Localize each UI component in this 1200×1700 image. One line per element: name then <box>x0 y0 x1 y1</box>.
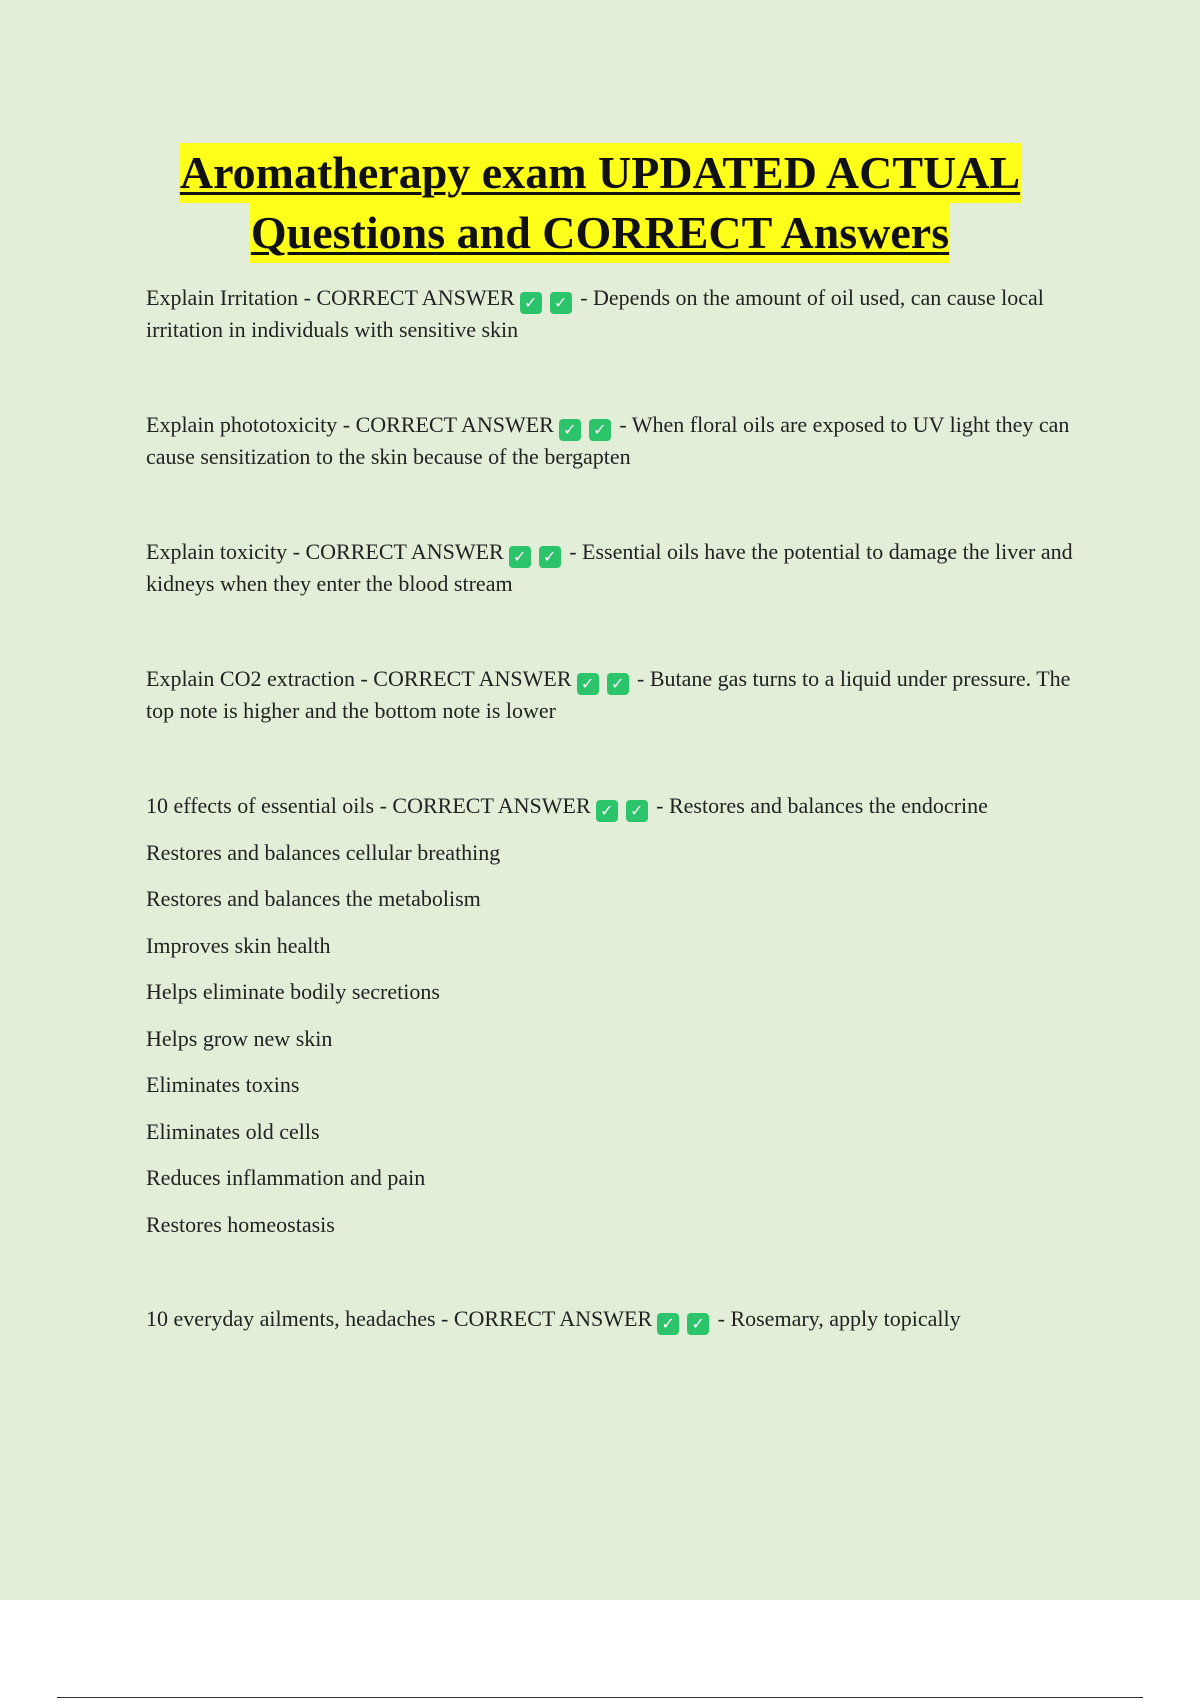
white-check-mark-icon: ✓ <box>509 546 531 568</box>
white-check-mark-icon: ✓ <box>607 673 629 695</box>
white-check-mark-icon: ✓ <box>596 800 618 822</box>
effect-item: Restores and balances cellular breathing <box>146 839 501 865</box>
white-check-mark-icon: ✓ <box>626 800 648 822</box>
answer-text: - Rosemary, apply topically <box>712 1305 961 1331</box>
question-text: Explain toxicity - <box>146 539 306 564</box>
title-line-1: Aromatherapy exam UPDATED ACTUAL <box>179 143 1021 203</box>
white-check-mark-icon: ✓ <box>559 419 581 441</box>
question-text: 10 everyday ailments, headaches - <box>146 1305 454 1331</box>
white-check-mark-icon: ✓ <box>657 1313 679 1335</box>
qa-item-irritation <box>146 282 1076 346</box>
correct-answer-label: CORRECT ANSWER <box>355 412 554 437</box>
effect-item: Restores homeostasis <box>146 1211 335 1237</box>
qa-item-phototoxicity <box>146 409 1076 473</box>
correct-answer-label: CORRECT ANSWER <box>453 1305 653 1331</box>
effect-item: Reduces inflammation and pain <box>146 1165 426 1190</box>
effects-list <box>146 837 1076 1241</box>
qa-item-co2-extraction <box>146 663 1076 727</box>
correct-answer-label: CORRECT ANSWER <box>316 285 515 310</box>
effect-item: Improves skin health <box>146 932 331 958</box>
question-text: Explain CO2 extraction - <box>146 666 374 691</box>
correct-answer-label: CORRECT ANSWER <box>392 793 591 818</box>
effect-item: Helps grow new skin <box>146 1025 333 1051</box>
qa-item-effects <box>146 790 1076 1241</box>
question-text: 10 effects of essential oils - <box>146 793 393 818</box>
white-check-mark-icon: ✓ <box>589 419 611 441</box>
white-check-mark-icon: ✓ <box>539 546 561 568</box>
question-text: Explain Irritation - <box>146 285 317 310</box>
effect-item: Helps eliminate bodily secretions <box>146 979 440 1004</box>
effect-item: Eliminates old cells <box>146 1118 320 1144</box>
white-check-mark-icon: ✓ <box>577 673 599 695</box>
answer-text: - When floral oils are exposed to UV light they can cause sensitization to the skin because of the bergapten <box>146 412 1070 469</box>
white-check-mark-icon: ✓ <box>687 1313 709 1335</box>
qa-item-toxicity <box>146 536 1076 600</box>
qa-content <box>146 282 1076 1398</box>
effect-item: Restores and balances the metabolism <box>146 886 481 911</box>
answer-text: - Butane gas turns to a liquid under pressure. The top note is higher and the bottom note is lower <box>146 666 1071 723</box>
question-text: Explain phototoxicity - <box>146 412 356 437</box>
answer-text: - Depends on the amount of oil used, can cause local irritation in individuals with sensitive skin <box>146 285 1044 342</box>
answer-text: - Essential oils have the potential to damage the liver and kidneys when they enter the blood stream <box>146 539 1073 596</box>
document-title <box>0 143 1200 263</box>
answer-text: - Restores and balances the endocrine <box>650 793 988 818</box>
effects-question-line <box>146 790 1076 822</box>
white-check-mark-icon: ✓ <box>520 292 542 314</box>
footer-divider <box>57 1697 1143 1698</box>
title-line-2: Questions and CORRECT Answers <box>250 203 950 263</box>
correct-answer-label: CORRECT ANSWER <box>305 539 504 564</box>
effect-item: Eliminates toxins <box>146 1072 300 1097</box>
white-check-mark-icon: ✓ <box>550 292 572 314</box>
qa-item-everyday-ailments <box>146 1303 1076 1335</box>
correct-answer-label: CORRECT ANSWER <box>373 666 572 691</box>
